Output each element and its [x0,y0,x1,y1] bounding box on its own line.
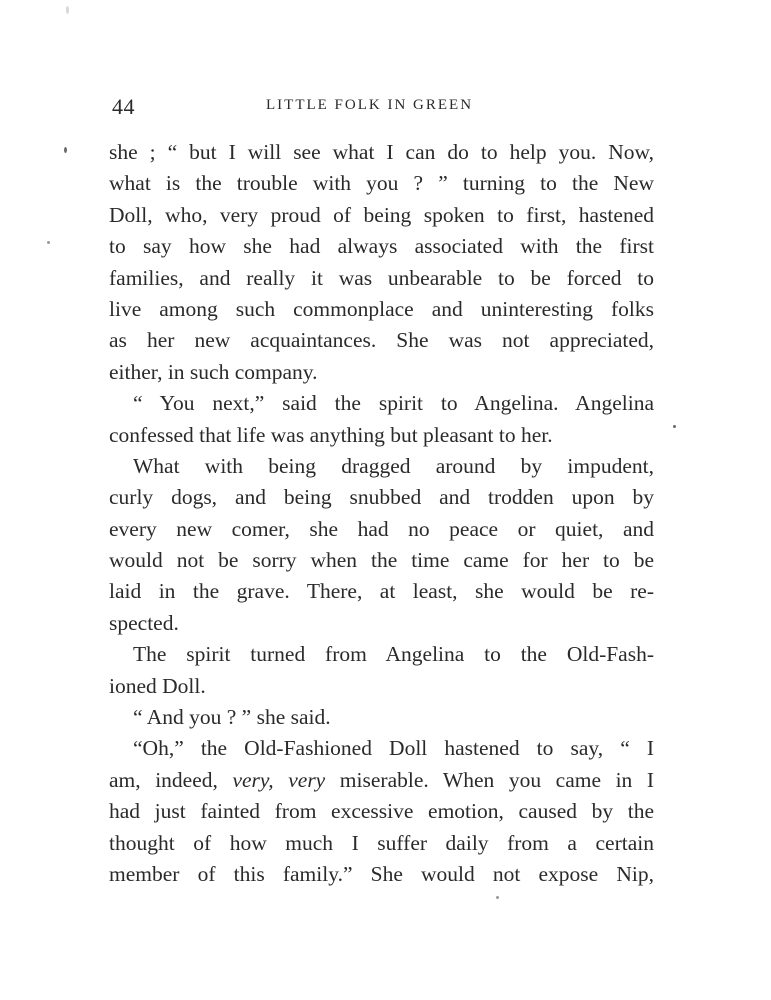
text-line: she ; “ but I will see what I can do to help you. Now, [109,140,654,164]
text-line: ioned Doll. [109,673,206,698]
text-line: would not be sorry when the time came for her to be [109,548,654,573]
emphasis-text: very [288,767,326,792]
text-line: thought of how much I suffer daily from a certain [109,830,654,855]
text-line: member of this family.” She would not expose Nip, [109,861,654,886]
text-line: “ You next,” said the spirit to Angelina. Angelina [133,391,654,416]
page-number: 44 [112,94,135,119]
scan-speck [496,896,499,899]
text-line: curly dogs, and being snubbed and trodden upon by [109,485,654,510]
scan-speck [64,147,67,153]
text-line: The spirit turned from Angelina to the Old-Fash- [133,642,654,667]
text-line: families, and really it was unbearable to be forced to [109,265,654,290]
text-line: live among such commonplace and uninteresting folks [109,296,654,321]
text-line: confessed that life was anything but pleasant to her. [109,422,553,447]
text-line [109,765,654,796]
body-text [109,137,654,890]
scan-speck [47,241,50,244]
text-line: laid in the grave. There, at least, she would be re- [109,579,654,604]
scan-speck [673,425,676,428]
text-line: had just fainted from excessive emotion, caused by the [109,799,654,824]
text-line: every new comer, she had no peace or quiet, and [109,516,654,541]
text-line: to say how she had always associated with the first [109,234,654,259]
text-segment: am, indeed, [109,767,233,792]
text-line: “ And you ? ” she said. [133,705,331,730]
text-line: “Oh,” the Old-Fashioned Doll hastened to say, “ I [133,736,654,761]
text-line: spected. [109,610,179,635]
text-line: what is the trouble with you ? ” turning to the New [109,171,654,196]
page-header [112,94,652,120]
emphasis-text: very, [232,767,274,792]
text-segment: miserable. When you came in I [325,767,655,792]
text-line: as her new acquaintances. She was not appreciated, [109,328,654,353]
running-title: LITTLE FOLK IN GREEN [266,97,474,113]
scan-speck [66,6,69,14]
text-line: What with being dragged around by impudent, [133,453,654,478]
text-line: either, in such company. [109,359,318,384]
text-segment [274,768,289,792]
text-line: Doll, who, very proud of being spoken to first, hastened [109,202,654,227]
